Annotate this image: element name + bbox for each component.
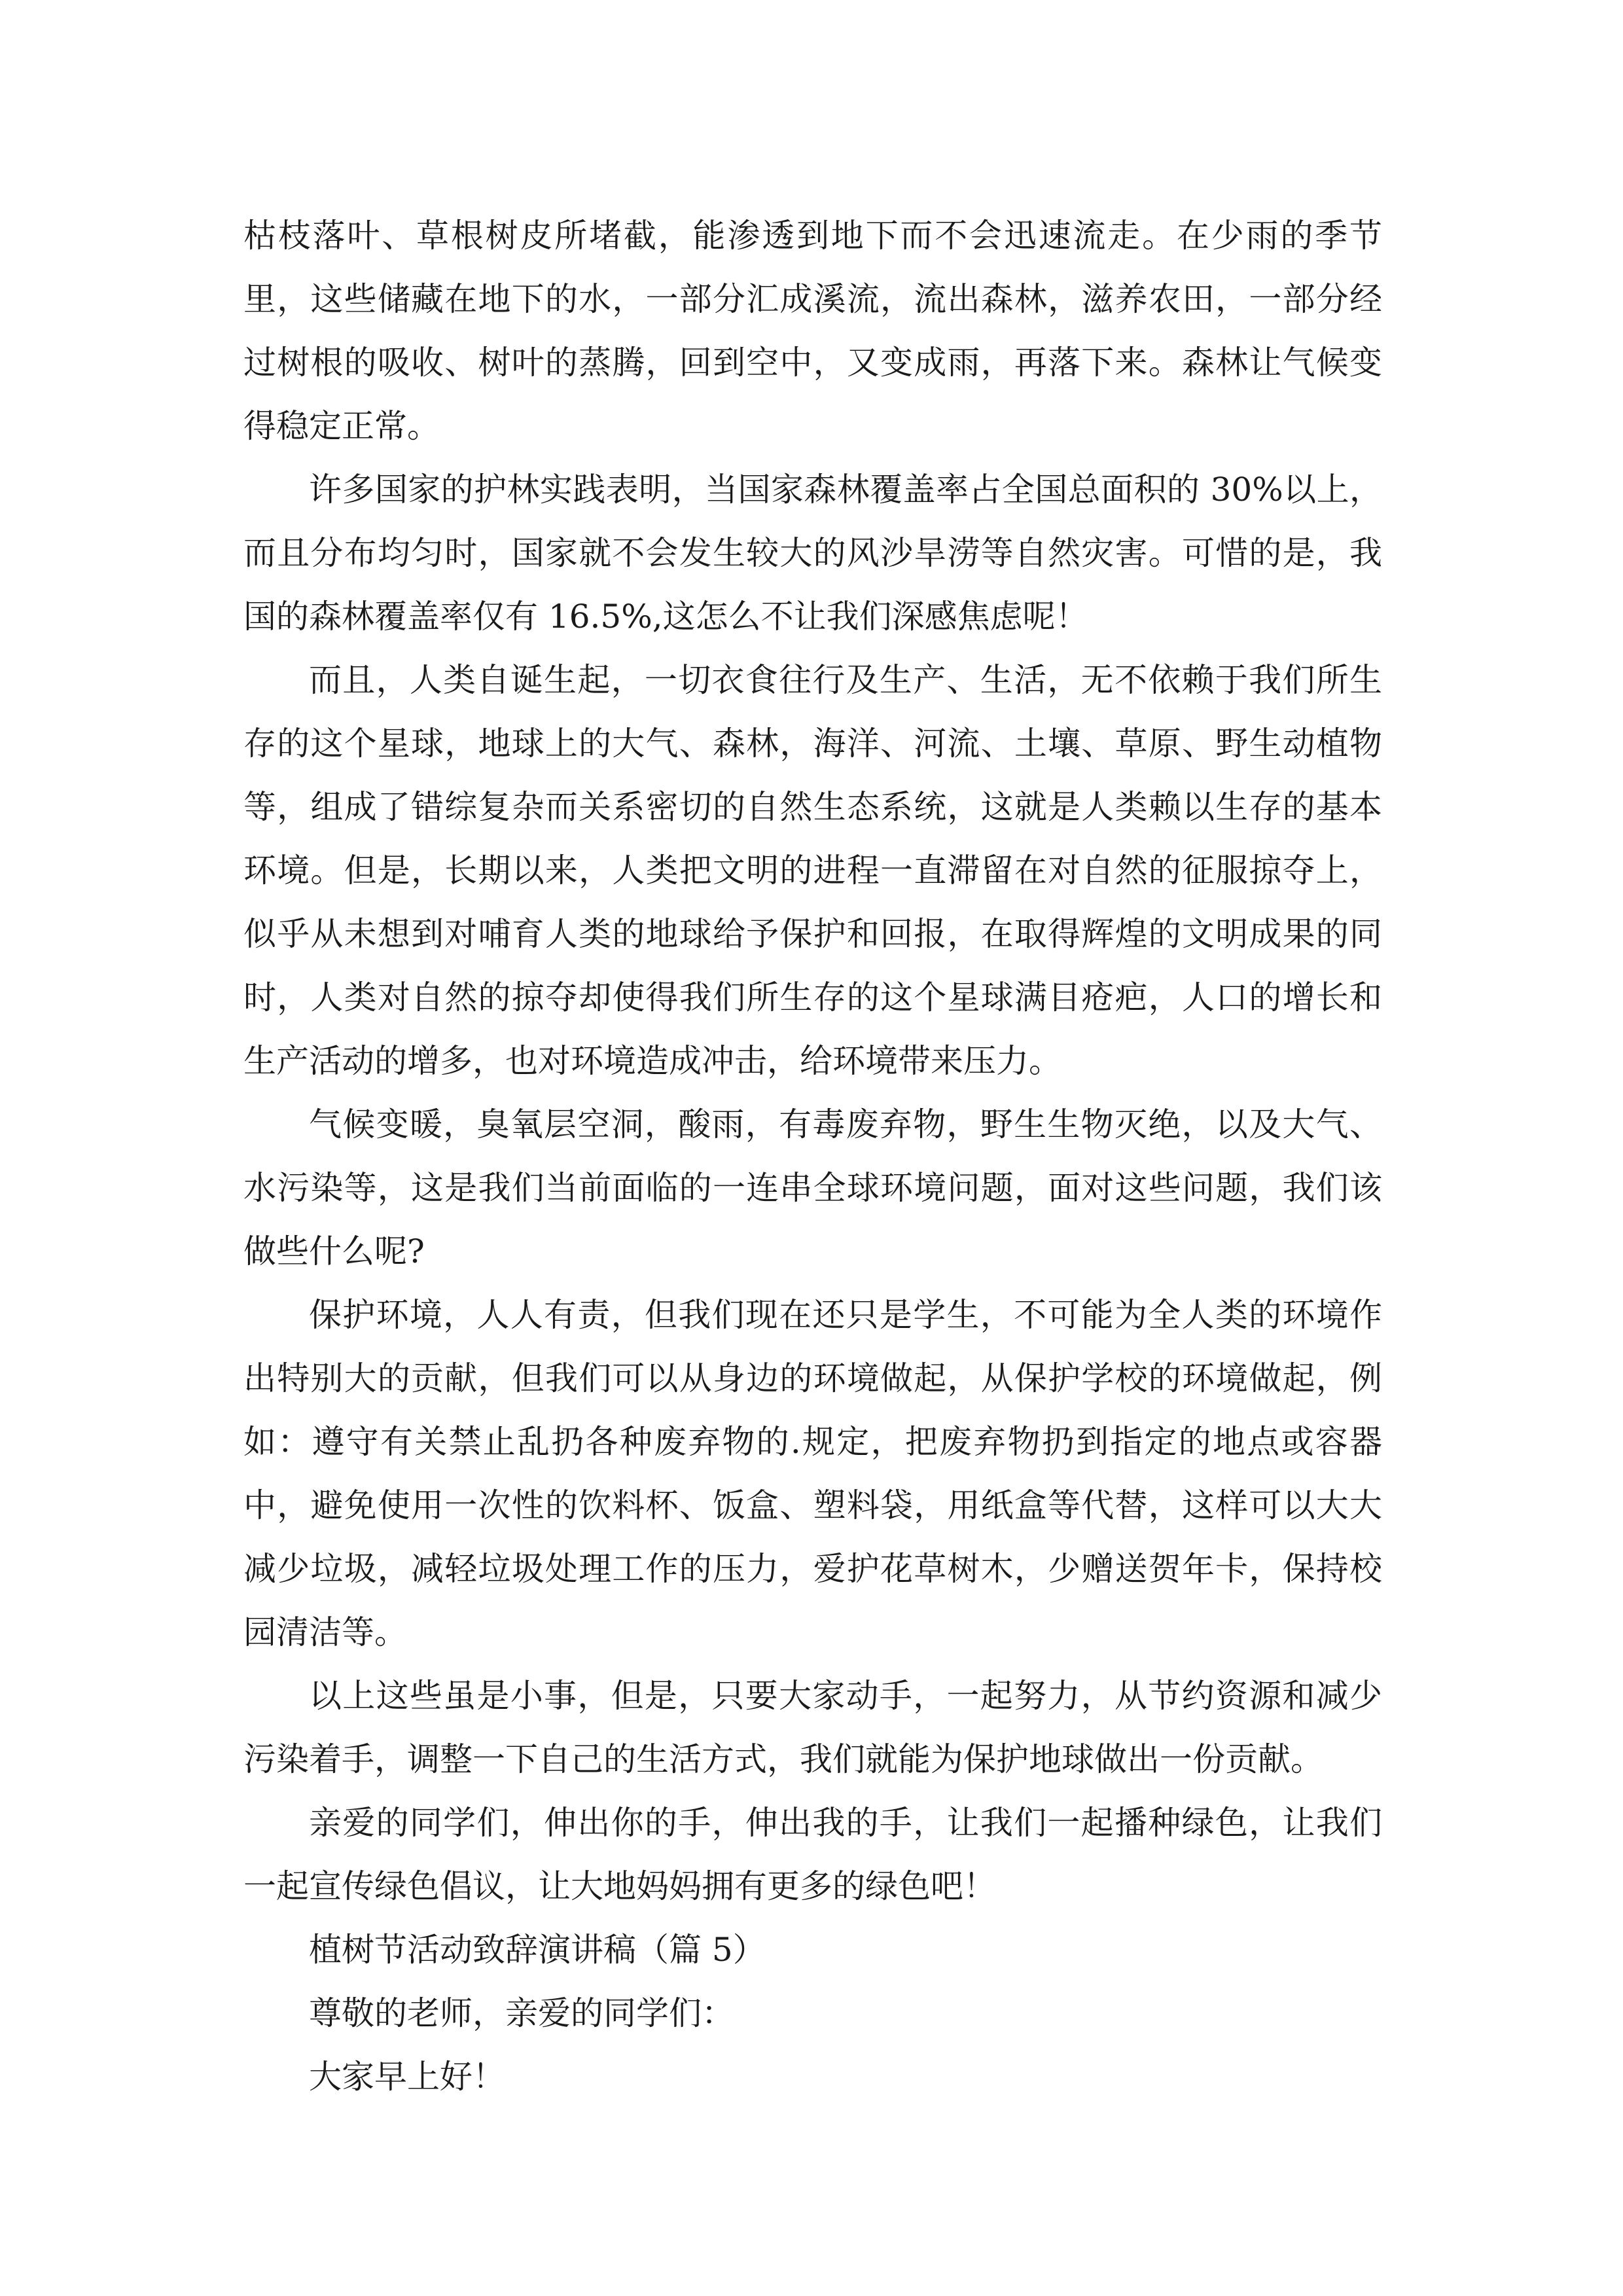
- paragraph-small-things: 以上这些虽是小事，但是，只要大家动手，一起努力，从节约资源和减少污染着手，调整一下自己的生活方式，我们就能为保护地球做出一份贡献。: [243, 1677, 1382, 1778]
- section-heading: 植树节活动致辞演讲稿（篇 5）: [309, 1931, 766, 1969]
- paragraph-global-problems: 气候变暖，臭氧层空洞，酸雨，有毒废弃物，野生生物灭绝，以及大气、水污染等，这是我们当前面临的一连串全球环境问题，面对这些问题，我们该做些什么呢?: [243, 1105, 1382, 1270]
- paragraph-forest-coverage: 许多国家的护林实践表明，当国家森林覆盖率占全国总面积的 30%以上，而且分布均匀时，国家就不会发生较大的风沙旱涝等自然灾害。可惜的是，我国的森林覆盖率仅有 16.5%,这怎么不让我们深感焦虑呢！: [243, 471, 1382, 636]
- paragraph-human-environment: 而且，人类自诞生起，一切衣食往行及生产、生活，无不依赖于我们所生存的这个星球，地球上的大气、森林，海洋、河流、土壤、草原、野生动植物等，组成了错综复杂而关系密切的自然生态系统，这就是人类赖以生存的基本环境。但是，长期以来，人类把文明的进程一直滞留在对自然的征服掠夺上，似乎从未想到对哺育人类的地球给予保护和回报，在取得辉煌的文明成果的同时，人类对自然的掠夺却使得我们所生存的这个星球满目疮疤，人口的增长和生产活动的增多，也对环境造成冲击，给环境带来压力。: [243, 661, 1382, 1080]
- paragraph-call-to-action: 亲爱的同学们，伸出你的手，伸出我的手，让我们一起播种绿色，让我们一起宣传绿色倡议，让大地妈妈拥有更多的绿色吧！: [243, 1804, 1382, 1905]
- greeting-salutation: 尊敬的老师，亲爱的同学们：: [309, 1994, 734, 2032]
- paragraph-continuation: 枯枝落叶、草根树皮所堵截，能渗透到地下而不会迅速流走。在少雨的季节里，这些储藏在地下的水，一部分汇成溪流，流出森林，滋养农田，一部分经过树根的吸收、树叶的蒸腾，回到空中，又变成雨，再落下来。森林让气候变得稳定正常。: [243, 217, 1382, 445]
- document-body: [243, 204, 1382, 2109]
- paragraph-student-actions: 保护环境，人人有责，但我们现在还只是学生，不可能为全人类的环境作出特别大的贡献，但我们可以从身边的环境做起，从保护学校的环境做起，例如：遵守有关禁止乱扔各种废弃物的.规定，把废弃物扔到指定的地点或容器中，避免使用一次性的饮料杯、饭盒、塑料袋，用纸盒等代替，这样可以大大减少垃圾，减轻垃圾处理工作的压力，爱护花草树木，少赠送贺年卡，保持校园清洁等。: [243, 1296, 1382, 1651]
- greeting-morning: 大家早上好！: [309, 2058, 505, 2096]
